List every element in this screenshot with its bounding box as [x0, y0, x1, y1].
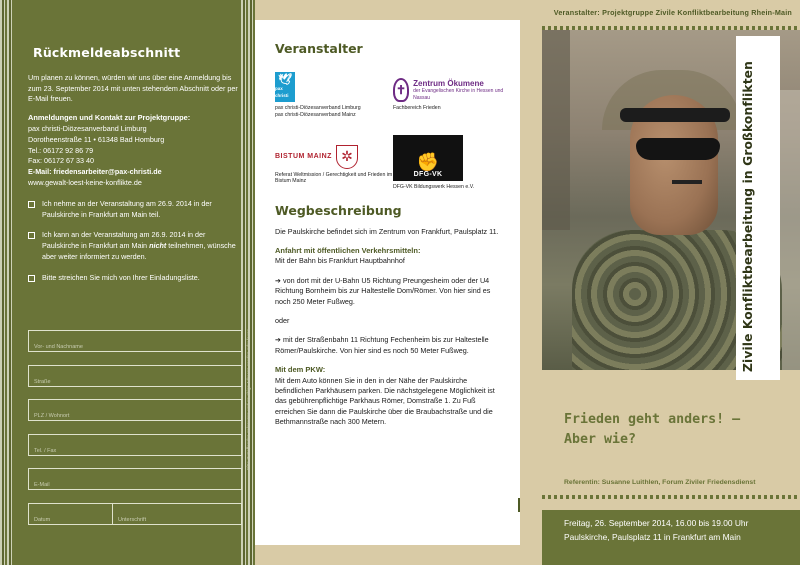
- public-transport-tram: ➔ mit der Straßenbahn 11 Richtung Fechenheim bis zur Haltestelle Römer/Paulskirche. Von hier sind es noch 50 Meter Fußweg.: [275, 335, 489, 355]
- cross-icon: ✝: [393, 78, 409, 102]
- contact-street: Dorotheenstraße 11 • 61348 Bad Homburg: [28, 134, 165, 144]
- organizer-logos: [275, 64, 507, 190]
- org-zentrum-oekumene-caption: Fachbereich Frieden: [393, 105, 441, 112]
- email-field-label: E-Mail: [34, 482, 50, 488]
- contact-org: pax christi-Diözesanverband Limburg: [28, 123, 147, 133]
- route-intro: Die Paulskirche befindet sich im Zentrum von Frankfurt, Paulsplatz 11.: [275, 226, 499, 236]
- vertical-note: Bitte Zutreffendes ankreuzen und an obige Adresse senden oder faxen: [246, 328, 251, 470]
- checkbox-not-attend-label: Ich kann an der Veranstaltung am 26.9. 2014 in der Paulskirche in Frankfurt am Main nicht teilnehmen, wünsche aber weiter informiert zu werden.: [42, 230, 236, 261]
- pax-christi-logo: [275, 72, 295, 102]
- pax-christi-logo-text: pax christi: [275, 86, 289, 98]
- org-dfg-vk-caption: DFG-VK Bildungswerk Hessen e.V.: [393, 183, 475, 190]
- bistum-mainz-logo: [275, 145, 358, 169]
- checkbox-row-attend[interactable]: [28, 199, 238, 221]
- dfg-vk-logo: [393, 135, 463, 181]
- perforation-strip-right: [241, 0, 255, 565]
- public-transport-ubahn: ➔ von dort mit der U-Bahn U5 Richtung Preungesheim oder der U4 Richtung Bornheim bis zur Haltestelle Dom/Römer. Von hier sind es noch 250 Meter Fußweg.: [275, 275, 491, 306]
- broken-rifle-icon: ✊: [416, 152, 440, 172]
- public-transport-text: Mit der Bahn bis Frankfurt Hauptbahnhof: [275, 256, 405, 266]
- reply-form-title: Rückmeldeabschnitt: [33, 45, 181, 60]
- email-field[interactable]: [28, 468, 242, 490]
- reply-form-panel: [0, 0, 255, 565]
- name-field[interactable]: [28, 330, 242, 352]
- sunglasses: [636, 138, 720, 160]
- checkbox-attend[interactable]: [28, 201, 35, 208]
- registration-intro: Um planen zu können, würden wir uns über eine Anmeldung bis zum 23. September 2014 mit unten stehendem Abschnitt oder per E-Mail freuen.: [28, 72, 238, 104]
- checkbox-attend-label: Ich nehme an der Veranstaltung am 26.9. 2014 in der Paulskirche in Frankfurt am Main teil.: [42, 198, 212, 219]
- cover-header: Veranstalter: Projektgruppe Zivile Konfliktbearbeitung Rhein-Main: [520, 0, 800, 22]
- car-title: Mit dem PKW:: [275, 365, 326, 375]
- zentrum-oekumene-sub: der Evangelischen Kirche in Hessen und Nassau: [413, 88, 504, 101]
- route-title: Wegbeschreibung: [275, 203, 402, 219]
- info-panel: [255, 0, 520, 565]
- route-or: oder: [275, 316, 290, 326]
- name-field-label: Vor- und Nachname: [34, 344, 83, 350]
- perforation-strip-left: [0, 0, 14, 565]
- top-beige-bar: [255, 0, 520, 20]
- event-place: Paulskirche, Paulsplatz 11 in Frankfurt am Main: [564, 532, 741, 542]
- reply-form-text: [28, 45, 238, 284]
- contact-fax: Fax: 06172 67 33 40: [28, 156, 94, 166]
- signature-field[interactable]: [113, 504, 241, 524]
- org-bistum-mainz-caption: Referat Weltmission / Gerechtigkeit und Frieden im Bistum Mainz: [275, 171, 393, 185]
- org-zentrum-oekumene: [393, 64, 507, 118]
- public-transport-title: Anfahrt mit öffentlichen Verkehrsmitteln:: [275, 246, 421, 255]
- checkbox-not-attend[interactable]: [28, 232, 35, 239]
- event-date-box: [542, 510, 800, 565]
- event-question: [564, 410, 740, 450]
- tel-field-label: Tel. / Fax: [34, 447, 57, 454]
- date-signature-row: [28, 503, 242, 525]
- speaker-line: Referentin: Susanne Luithlen, Forum Ziviler Friedensdienst: [564, 479, 756, 486]
- org-dfg-vk: [393, 131, 507, 191]
- zentrum-oekumene-name: Zentrum Ökumene: [413, 79, 484, 89]
- signature-field-label: Unterschrift: [118, 516, 147, 523]
- reply-form-fields: [28, 330, 242, 525]
- checkbox-unsubscribe-label: Bitte streichen Sie mich von Ihrer Einladungsliste.: [42, 272, 200, 282]
- org-pax-christi-caption: pax christi-Diözesanverband Limburg pax christi-Diözesanverband Mainz: [275, 105, 361, 118]
- organizer-title: Veranstalter: [275, 41, 363, 56]
- dfg-vk-logo-text: DFG-VK: [413, 171, 443, 178]
- contact-heading: Anmeldungen und Kontakt zur Projektgruppe:: [28, 113, 191, 123]
- tel-fax-field[interactable]: [28, 434, 242, 456]
- org-bistum-mainz: [275, 131, 393, 191]
- car-text: Mit dem Auto können Sie in den in der Nähe der Paulskirche befindlichen Parkhäusern parken. Die nächstgelegene Möglichkeit ist das gebührenpflichtige Parkhaus Römer, Domstraße 1. Zu Fuß erreichen Sie dann die Paulskirche über die Braubachstraße und die Bethmannstraße nach 300 Metern.: [275, 375, 495, 427]
- checkbox-unsubscribe[interactable]: [28, 275, 35, 282]
- vertical-title: Zivile Konfliktbearbeitung in Großkonflikten: [736, 36, 780, 380]
- dove-icon: 🕊: [278, 74, 292, 87]
- event-question-line1: Frieden geht anders! –: [564, 412, 741, 427]
- date-field-label: Datum: [34, 516, 51, 523]
- info-content: [275, 41, 507, 437]
- zip-city-field[interactable]: [28, 399, 242, 421]
- date-field[interactable]: [29, 504, 113, 524]
- decorative-strip-top: [542, 26, 800, 30]
- bottom-beige-bar: [255, 545, 520, 565]
- contact-website[interactable]: www.gewalt-loest-keine-konflikte.de: [28, 177, 142, 187]
- decorative-strip-bottom: [542, 495, 800, 499]
- contact-tel: Tel.: 06172 92 86 79: [28, 145, 94, 155]
- zip-field-label: PLZ / Wohnort: [34, 413, 70, 419]
- contact-email[interactable]: E-Mail: friedensarbeiter@pax-christi.de: [28, 167, 162, 177]
- org-pax-christi: [275, 64, 393, 118]
- event-date: Freitag, 26. September 2014, 16.00 bis 19.00 Uhr: [564, 518, 749, 528]
- street-field[interactable]: [28, 365, 242, 387]
- event-question-line2: Aber wie?: [564, 432, 637, 447]
- checkbox-row-unsubscribe[interactable]: [28, 273, 238, 284]
- wheel-crest-icon: ✲: [336, 145, 358, 169]
- checkbox-row-not-attend[interactable]: [28, 230, 238, 262]
- street-field-label: Straße: [34, 378, 51, 385]
- bistum-mainz-logo-text: BISTUM MAINZ: [275, 152, 332, 160]
- zentrum-oekumene-logo: [393, 78, 507, 102]
